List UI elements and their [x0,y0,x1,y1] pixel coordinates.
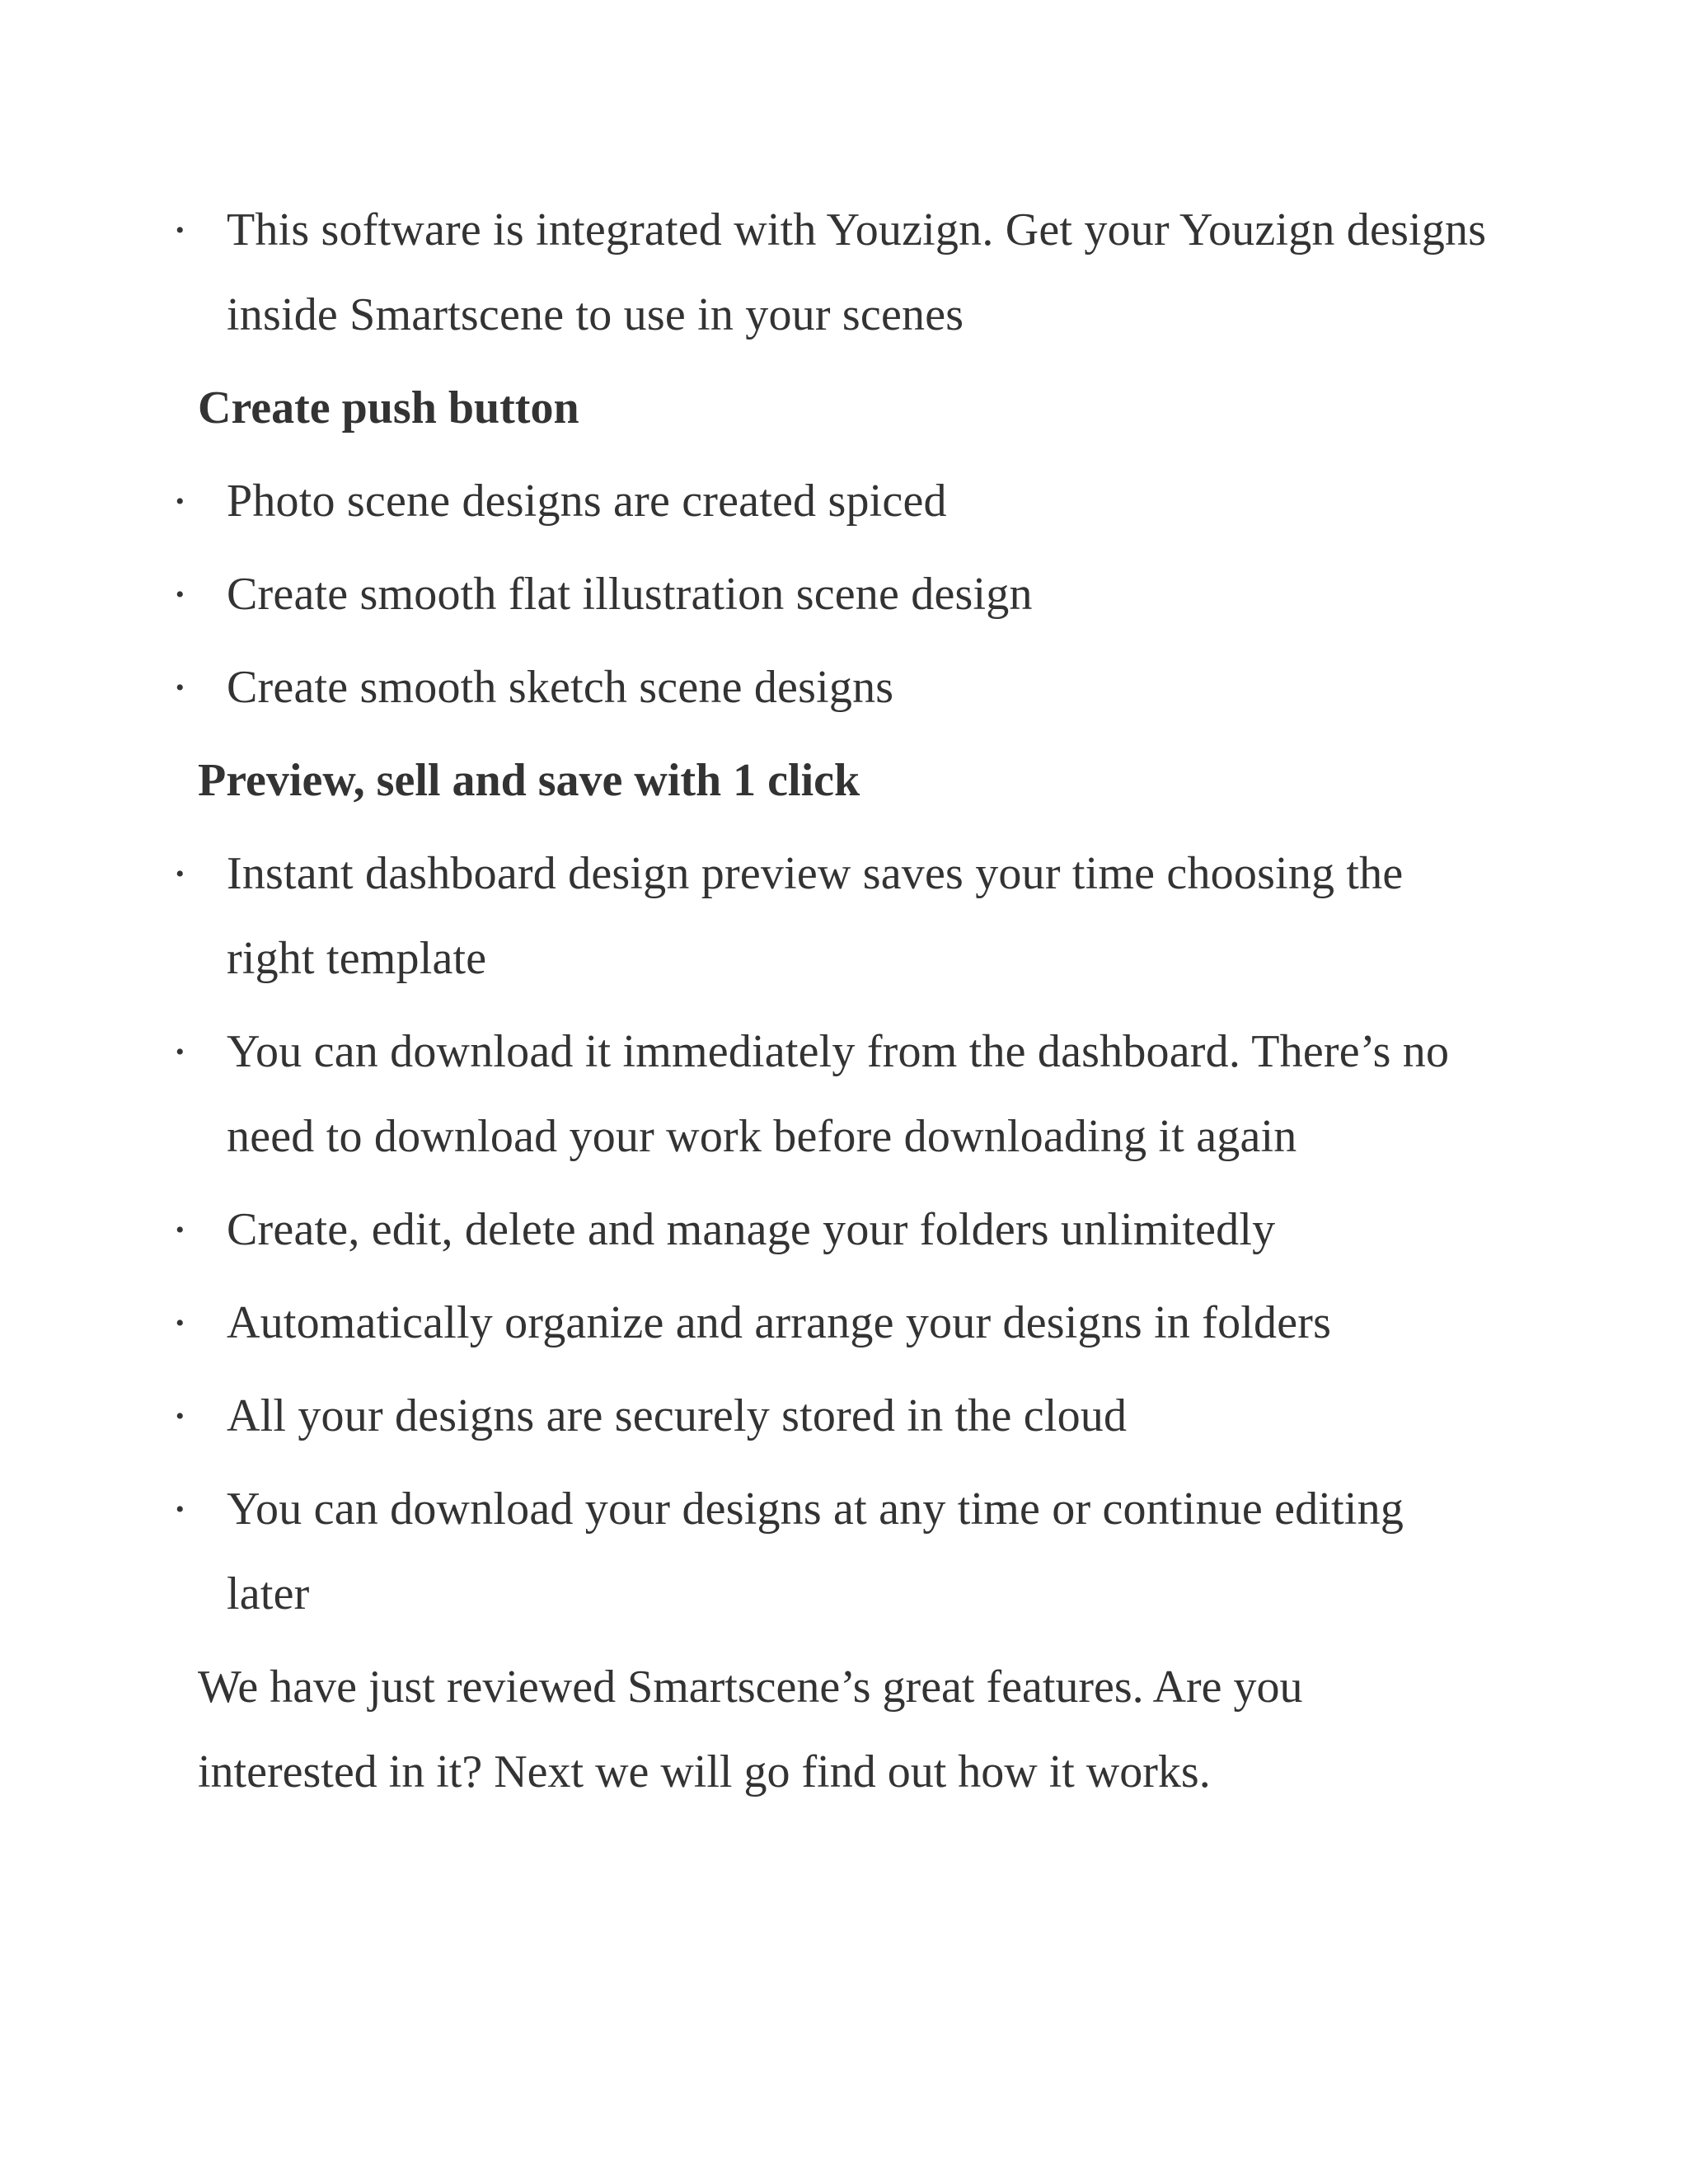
section-heading-create-push-button: Create push button [198,382,579,434]
list-item-text: Photo scene designs are created spiced [227,476,947,527]
bullet-list-integration [0,188,1688,358]
list-item-text: All your designs are securely stored in the cloud [227,1390,1128,1441]
list-item [0,188,1688,358]
closing-paragraph: We have just reviewed Smartscene’s great features. Are you interested in it? Next we will go find out how it works. [198,1661,1303,1797]
page-content [0,188,1688,1815]
list-item-text: Automatically organize and arrange your designs in folders [227,1297,1332,1348]
bullet-icon: • [176,217,185,244]
list-item [0,1467,1688,1637]
list-item [0,1010,1688,1179]
list-item-text: Instant dashboard design preview saves your time choosing the right template [227,848,1404,984]
bullet-icon: • [176,1310,185,1337]
list-item-text: Create, edit, delete and manage your folders unlimitedly [227,1204,1276,1255]
list-item [0,1188,1688,1272]
list-item-text: Create smooth sketch scene designs [227,662,894,713]
bullet-icon: • [176,1216,185,1244]
list-item [0,832,1688,1001]
bullet-icon: • [176,674,185,701]
list-item-text: Create smooth flat illustration scene design [227,569,1033,620]
bullet-icon: • [176,860,185,888]
list-item [0,459,1688,544]
section-heading-preview-sell-save: Preview, sell and save with 1 click [198,755,860,806]
bullet-icon: • [176,1403,185,1430]
list-item [0,552,1688,637]
list-item-text: You can download it immediately from the dashboard. There’s no need to download your work before downloading it again [227,1026,1450,1162]
bullet-icon: • [176,1496,185,1523]
bullet-list-preview [0,832,1688,1637]
list-item [0,645,1688,730]
bullet-icon: • [176,488,185,515]
bullet-icon: • [176,1038,185,1066]
bullet-icon: • [176,581,185,608]
list-item [0,1281,1688,1366]
list-item-text: This software is integrated with Youzign. Get your Youzign designs inside Smartscene to use in your scenes [227,204,1487,340]
list-item-text: You can download your designs at any time or continue editing later [227,1483,1404,1619]
bullet-list-create [0,459,1688,730]
list-item [0,1374,1688,1459]
